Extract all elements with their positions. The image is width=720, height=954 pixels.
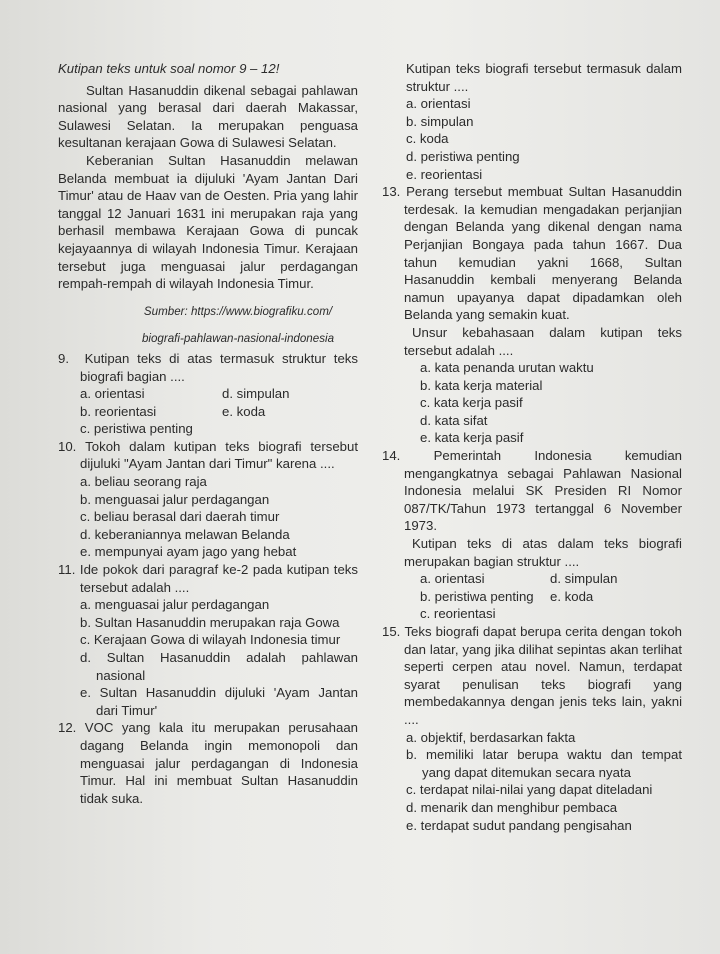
question-10 xyxy=(58,438,358,561)
question-13-option-b[interactable]: b. kata kerja material xyxy=(420,377,543,393)
question-12-option-b[interactable]: b. simpulan xyxy=(406,113,474,129)
left-column xyxy=(58,60,358,807)
question-12-option-d[interactable]: d. peristiwa penting xyxy=(406,148,520,164)
question-13-option-d[interactable]: d. kata sifat xyxy=(420,412,488,428)
question-11-option-e[interactable]: e. Sultan Hasanuddin dijuluki 'Ayam Jantan dari Timur' xyxy=(80,685,358,718)
question-14-option-e[interactable]: e. koda xyxy=(550,588,594,604)
question-13-option-e[interactable]: e. kata kerja pasif xyxy=(420,430,524,446)
question-13-option-c[interactable]: c. kata kerja pasif xyxy=(420,395,523,411)
question-9 xyxy=(58,350,358,438)
question-10-text: 10. Tokoh dalam kutipan teks biografi tersebut dijuluki "Ayam Jantan dari Timur" karena .... xyxy=(58,438,358,472)
question-15-option-c[interactable]: c. terdapat nilai-nilai yang dapat diteladani xyxy=(406,782,653,798)
question-14-options-row-1 xyxy=(382,570,682,588)
question-9-option-c[interactable]: c. peristiwa penting xyxy=(80,421,193,437)
reading-intro: Kutipan teks untuk soal nomor 9 – 12! xyxy=(58,61,280,76)
question-10-option-a[interactable]: a. beliau seorang raja xyxy=(80,474,207,490)
question-10-option-c[interactable]: c. beliau berasal dari daerah timur xyxy=(80,509,280,525)
question-10-option-d[interactable]: d. keberaniannya melawan Belanda xyxy=(80,526,290,542)
question-11-option-d[interactable]: d. Sultan Hasanuddin adalah pahlawan nasional xyxy=(80,650,358,683)
question-10-option-b[interactable]: b. menguasai jalur perdagangan xyxy=(80,491,270,507)
question-9-option-a[interactable]: a. orientasi xyxy=(80,386,145,402)
question-14-options-row-2 xyxy=(382,588,682,606)
question-10-option-e[interactable]: e. mempunyai ayam jago yang hebat xyxy=(80,544,297,560)
question-15-option-a[interactable]: a. objektif, berdasarkan fakta xyxy=(406,729,576,745)
passage-paragraph-1: Sultan Hasanuddin dikenal sebagai pahlawan nasional yang berasal dari daerah Makassar, Sulawesi Selatan. Ia merupakan penguasa kesultanan kerajaan Gowa di Sulawesi Selatan. xyxy=(58,82,358,151)
question-11 xyxy=(58,561,358,719)
question-14 xyxy=(382,447,682,623)
question-14-option-c[interactable]: c. reorientasi xyxy=(420,606,496,622)
question-13-text: 13. Perang tersebut membuat Sultan Hasanuddin terdesak. Ia kemudian mengadakan perjanjian dengan Belanda yang dikenal dengan nama Perjanjian Bongaya pada tahun 1667. Dua tahun kemudian yakni 1668, Sultan Hasanuddin kembali menyerang Belanda namun upayanya dapat dipadamkan oleh Belanda yang semakin kuat. xyxy=(382,184,682,323)
question-15-option-e[interactable]: e. terdapat sudut pandang pengisahan xyxy=(406,817,632,833)
question-15-option-d[interactable]: d. menarik dan menghibur pembaca xyxy=(406,799,618,815)
question-14-option-d[interactable]: d. simpulan xyxy=(550,571,618,587)
question-14-text: 14. Pemerintah Indonesia kemudian mengangkatnya sebagai Pahlawan Nasional Indonesia melalui SK Presiden RI Nomor 087/TK/Tahun 1973 tertanggal 6 November 1973. xyxy=(382,448,682,534)
passage-source-line-1: Sumber: https://www.biografiku.com/ xyxy=(143,305,333,319)
question-13-option-a[interactable]: a. kata penanda urutan waktu xyxy=(420,360,594,376)
question-9-text: 9. Kutipan teks di atas termasuk struktur teks biografi bagian .... xyxy=(58,350,358,384)
question-11-text: 11. Ide pokok dari paragraf ke-2 pada kutipan teks tersebut adalah .... xyxy=(58,562,358,595)
question-15-option-b[interactable]: b. memiliki latar berupa waktu dan tempat yang dapat ditemukan secara nyata xyxy=(406,747,682,780)
question-13 xyxy=(382,183,682,447)
question-12-option-a[interactable]: a. orientasi xyxy=(406,96,471,112)
question-13-prompt: Unsur kebahasaan dalam kutipan teks tersebut adalah .... xyxy=(404,324,682,358)
question-9-option-d[interactable]: d. simpulan xyxy=(222,386,290,402)
question-12-option-e[interactable]: e. reorientasi xyxy=(406,166,483,182)
question-9-option-b[interactable]: b. reorientasi xyxy=(80,403,157,419)
right-column xyxy=(382,60,682,834)
question-15-text: 15. Teks biografi dapat berupa cerita dengan tokoh dan latar, yang jika dilihat sepintas akan terlihat seperti cerpen atau novel. Namun, terdapat syarat penulisan teks biografi yang membedakannya dengan jenis teks lain, yakni .... xyxy=(382,624,682,727)
question-9-option-e[interactable]: e. koda xyxy=(222,403,266,419)
question-12-continued: Kutipan teks biografi tersebut termasuk dalam struktur .... xyxy=(406,61,682,94)
question-11-option-b[interactable]: b. Sultan Hasanuddin merupakan raja Gowa xyxy=(80,614,340,630)
question-12-option-c[interactable]: c. koda xyxy=(406,131,449,147)
question-15 xyxy=(382,623,682,834)
question-12-text: 12. VOC yang kala itu merupakan perusahaan dagang Belanda ingin memonopoli dan menguasai jalur perdagangan di Indonesia Timur. Hal ini membuat Sultan Hasanuddin tidak suka. xyxy=(58,720,358,806)
question-12 xyxy=(58,719,358,807)
question-11-option-c[interactable]: c. Kerajaan Gowa di wilayah Indonesia timur xyxy=(80,632,341,648)
question-14-option-a[interactable]: a. orientasi xyxy=(420,571,485,587)
question-9-options-row-1 xyxy=(58,385,358,403)
passage-source-line-2: biografi-pahlawan-nasional-indonesia xyxy=(141,331,335,345)
question-9-options-row-2 xyxy=(58,403,358,421)
question-14-prompt: Kutipan teks di atas dalam teks biografi merupakan bagian struktur .... xyxy=(404,536,682,569)
question-14-option-b[interactable]: b. peristiwa penting xyxy=(420,588,534,604)
question-11-option-a[interactable]: a. menguasai jalur perdagangan xyxy=(80,597,270,613)
passage-paragraph-2: Keberanian Sultan Hasanuddin melawan Belanda membuat ia dijuluki 'Ayam Jantan Dari Timur' atau de Haav van de Oesten. Pria yang lahir tanggal 12 Januari 1631 ini merupakan raja yang berhasil membawa Kerajaan Gowa di puncak kejayaannya di wilayah Indonesia Timur. Kerajaan tersebut juga menguasai jalur perdagangan rempah-rempah di wilayah Indonesia Timur. xyxy=(58,152,358,292)
